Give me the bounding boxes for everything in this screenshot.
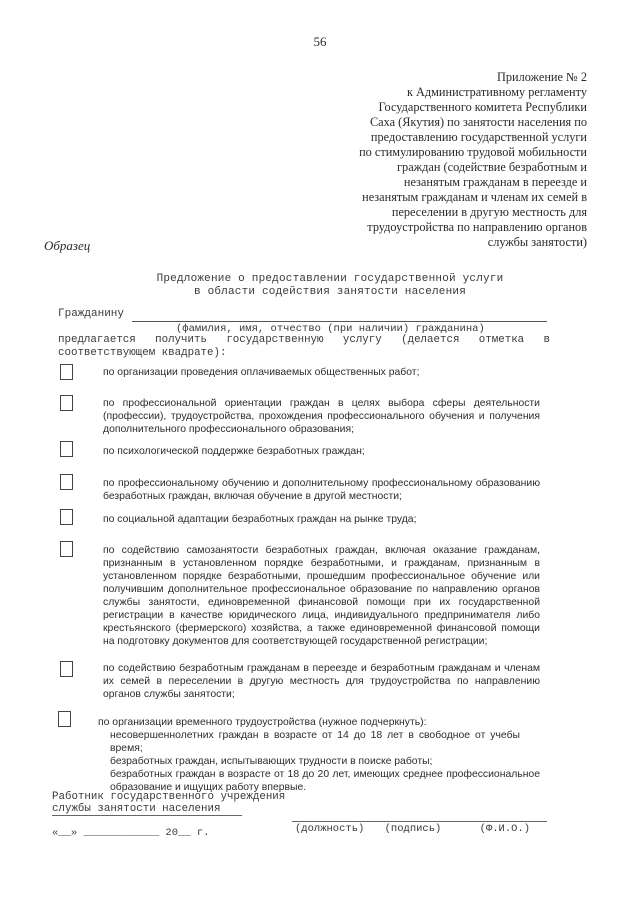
form-title-line: в области содействия занятости населения bbox=[193, 286, 467, 298]
appendix-line: незанятым гражданам в переезде и bbox=[403, 175, 587, 189]
appendix-header bbox=[287, 70, 587, 250]
agency-label bbox=[52, 791, 285, 815]
appendix-line: Государственного комитета Республики bbox=[378, 100, 587, 114]
sample-label: Образец bbox=[44, 238, 91, 253]
temporary-employment-option[interactable]: безработных граждан, испытывающих трудности в поиске работы; bbox=[110, 756, 433, 767]
agency-label-line: службы занятости населения bbox=[52, 803, 221, 815]
fio-label: (Ф.И.О.) bbox=[479, 823, 531, 835]
service-checkbox-social-adaptation[interactable] bbox=[60, 509, 73, 525]
temporary-employment-option[interactable]: несовершеннолетних граждан в возрасте от 14 до 18 лет в свободное от учебы время; bbox=[110, 730, 520, 754]
service-option-text: по профессиональной ориентации граждан в целях выбора сферы деятельности (профессии), трудоустройства, прохождения профессионального обучения и получения дополнительного профессионального образования; bbox=[103, 398, 540, 435]
citizen-label: Гражданину bbox=[58, 308, 125, 320]
appendix-line: переселении в другую местность для bbox=[391, 205, 587, 219]
service-option-text: по организации временного трудоустройства (нужное подчеркнуть): bbox=[98, 717, 427, 728]
page-number: 56 bbox=[313, 34, 327, 49]
service-option-text: по профессиональному обучению и дополнительному профессиональному образованию безработных граждан, включая обучение в другой местности; bbox=[103, 478, 540, 502]
appendix-line: незанятым гражданам и членам их семей в bbox=[362, 190, 587, 204]
service-checkbox-temporary-employment[interactable] bbox=[58, 711, 71, 727]
form-title bbox=[110, 273, 550, 299]
appendix-line: трудоустройства по направлению органов bbox=[367, 220, 587, 234]
service-option-text: по организации проведения оплачиваемых общественных работ; bbox=[103, 367, 420, 378]
service-checkbox-psychological-support[interactable] bbox=[60, 441, 73, 457]
intro-text: предлагается получить государственную услугу (делается отметка в соответствующем квадрате): bbox=[58, 334, 550, 359]
signature-labels bbox=[295, 823, 544, 835]
position-label: (должность) bbox=[295, 823, 365, 835]
agency-label-line: Работник государственного учреждения bbox=[52, 791, 286, 803]
appendix-line: службы занятости) bbox=[487, 235, 587, 249]
fio-hint: (фамилия, имя, отчество (при наличии) гражданина) bbox=[176, 323, 485, 335]
service-option-text: по психологической поддержке безработных граждан; bbox=[103, 446, 365, 457]
signature-underline[interactable] bbox=[292, 821, 547, 822]
appendix-line: к Административному регламенту bbox=[406, 85, 587, 99]
service-option-text: по социальной адаптации безработных граждан на рынке труда; bbox=[103, 514, 417, 525]
temporary-employment-option[interactable]: безработных граждан в возрасте от 18 до 20 лет, имеющих среднее профессиональное образование и ищущих работу впервые. bbox=[110, 769, 540, 793]
appendix-line: предоставлению государственной услуги bbox=[370, 130, 587, 144]
appendix-line: Саха (Якутия) по занятости населения по bbox=[369, 115, 587, 129]
citizen-name-field[interactable] bbox=[132, 321, 547, 322]
service-checkbox-relocation[interactable] bbox=[60, 661, 73, 677]
service-checkbox-self-employment[interactable] bbox=[60, 541, 73, 557]
form-title-line: Предложение о предоставлении государственной услуги bbox=[156, 273, 504, 285]
agency-underline bbox=[52, 815, 242, 816]
service-checkbox-vocational-training[interactable] bbox=[60, 474, 73, 490]
appendix-line: граждан (содействие безработным и bbox=[397, 160, 587, 174]
service-option-text: по содействию безработным гражданам в переезде и безработным гражданам и членам их семей в переселении в другую местность для трудоустройства по направлению органов службы занятости; bbox=[103, 663, 540, 700]
service-checkbox-career-guidance[interactable] bbox=[60, 395, 73, 411]
date-field[interactable]: «__» ____________ 20__ г. bbox=[52, 827, 210, 839]
signature-label: (подпись) bbox=[384, 823, 442, 835]
service-checkbox-public-works[interactable] bbox=[60, 364, 73, 380]
appendix-line: Приложение № 2 bbox=[496, 70, 587, 84]
appendix-line: по стимулированию трудовой мобильности bbox=[359, 145, 587, 159]
service-option-text: по содействию самозанятости безработных граждан, включая оказание гражданам, признанным в установленном порядке безработными, и гражданам, признанным в установленном порядке безработными, прошедшим профессиональное обучение или получившим дополнительное профессиональное образование по направлению органов службы занятости, единовременной финансовой помощи при их государственной регистрации в качестве юридического лица, индивидуального предпринимателя либо крестьянского (фермерского) хозяйства, а также единовременной финансовой помощи на подготовку документов для соответствующей государственной регистрации; bbox=[103, 545, 540, 647]
